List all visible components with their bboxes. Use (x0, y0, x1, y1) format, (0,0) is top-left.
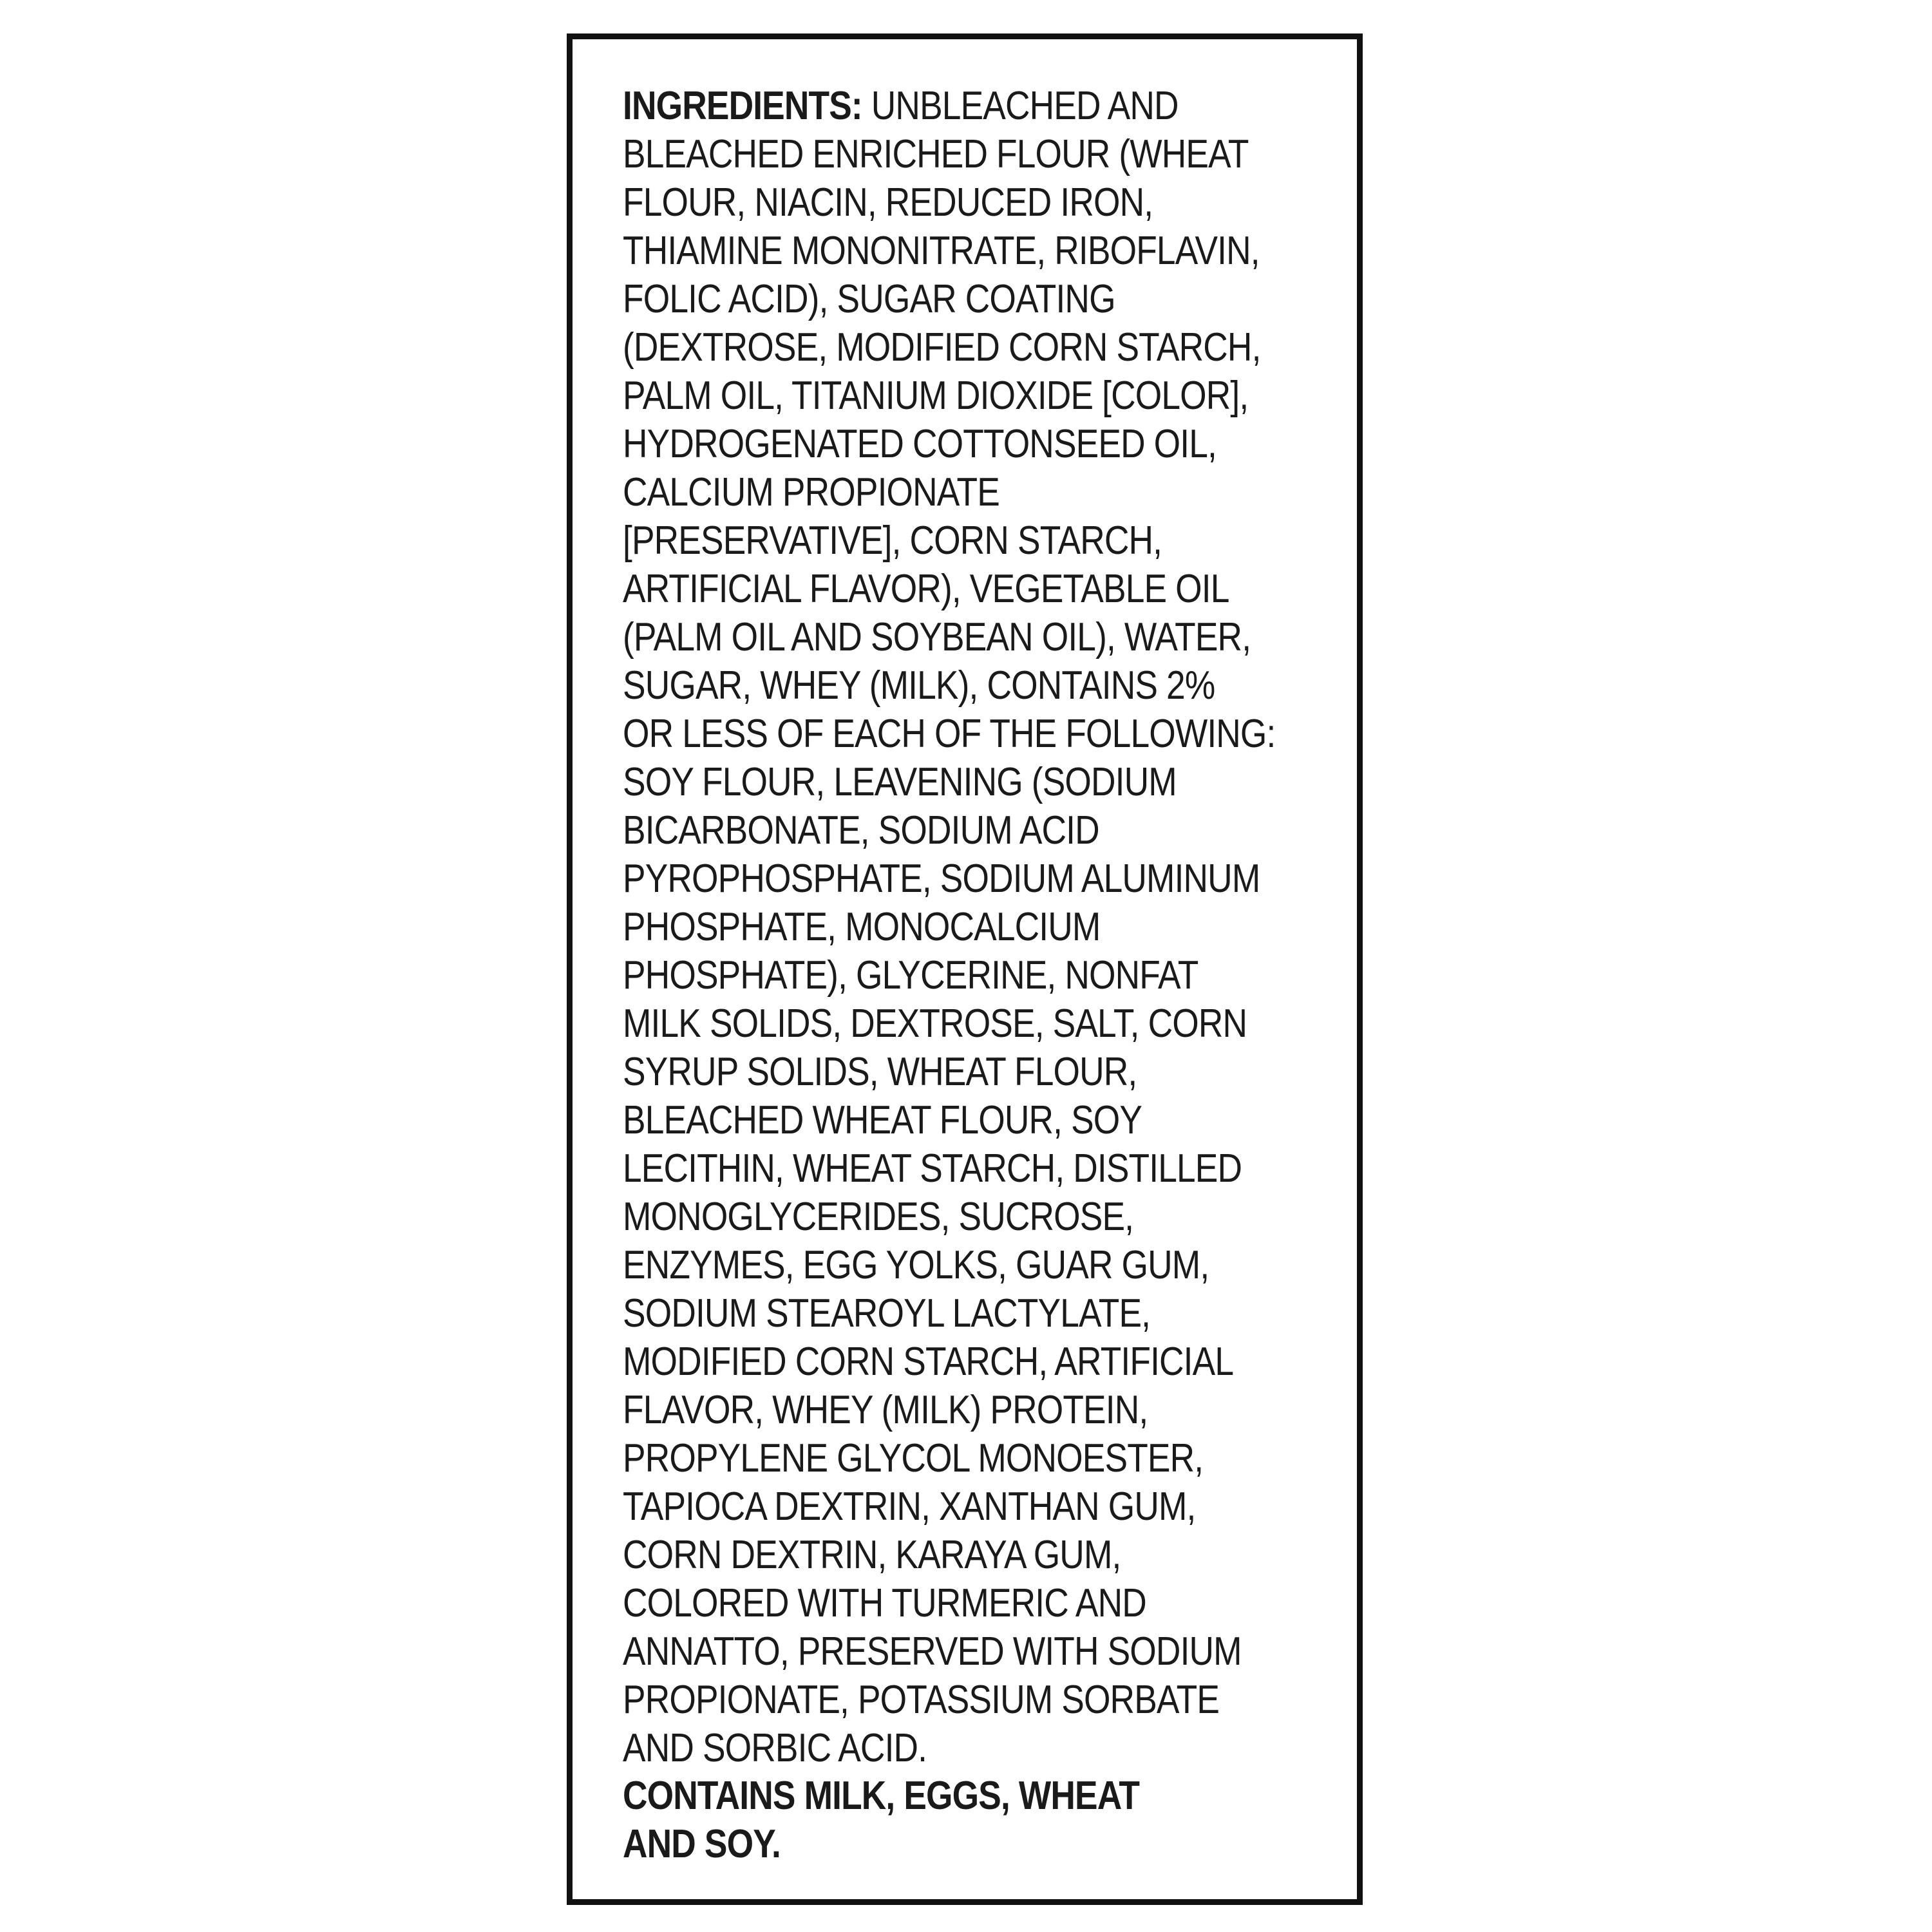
ingredients-line: SODIUM STEAROYL LACTYLATE, (623, 1291, 1151, 1336)
ingredients-line: COLORED WITH TURMERIC AND (623, 1581, 1146, 1625)
allergen-statement (623, 1772, 1343, 1868)
ingredients-line: AND SORBIC ACID. (623, 1726, 927, 1770)
ingredients-line: ARTIFICIAL FLAVOR), VEGETABLE OIL (623, 567, 1229, 611)
ingredients-line: OR LESS OF EACH OF THE FOLLOWING: (623, 712, 1276, 756)
ingredients-line: FLOUR, NIACIN, REDUCED IRON, (623, 180, 1153, 225)
ingredients-line: MONOGLYCERIDES, SUCROSE, (623, 1195, 1134, 1239)
ingredients-line: THIAMINE MONONITRATE, RIBOFLAVIN, (623, 229, 1260, 273)
ingredients-line: PHOSPHATE), GLYCERINE, NONFAT (623, 953, 1198, 998)
ingredients-line: CALCIUM PROPIONATE (623, 470, 999, 515)
ingredients-line: ANNATTO, PRESERVED WITH SODIUM (623, 1629, 1242, 1674)
ingredients-line: [PRESERVATIVE], CORN STARCH, (623, 518, 1162, 563)
ingredients-line: MILK SOLIDS, DEXTROSE, SALT, CORN (623, 1001, 1247, 1046)
ingredients-heading: INGREDIENTS: (623, 84, 862, 128)
ingredients-line: BICARBONATE, SODIUM ACID (623, 808, 1099, 853)
ingredients-text (623, 82, 1343, 1772)
ingredients-line: PROPIONATE, POTASSIUM SORBATE (623, 1678, 1220, 1722)
ingredients-line: TAPIOCA DEXTRIN, XANTHAN GUM, (623, 1484, 1196, 1529)
ingredients-line: (PALM OIL AND SOYBEAN OIL), WATER, (623, 615, 1251, 659)
ingredients-line: FLAVOR, WHEY (MILK) PROTEIN, (623, 1388, 1148, 1432)
ingredients-line: SYRUP SOLIDS, WHEAT FLOUR, (623, 1050, 1137, 1094)
ingredients-line: PALM OIL, TITANIUM DIOXIDE [COLOR], (623, 374, 1249, 418)
ingredients-line: LECITHIN, WHEAT STARCH, DISTILLED (623, 1146, 1242, 1191)
ingredients-line: HYDROGENATED COTTONSEED OIL, (623, 422, 1217, 466)
ingredients-line: PYROPHOSPHATE, SODIUM ALUMINUM (623, 857, 1260, 901)
ingredients-line: SUGAR, WHEY (MILK), CONTAINS 2% (623, 663, 1215, 708)
ingredients-line: FOLIC ACID), SUGAR COATING (623, 277, 1115, 321)
ingredients-line: ENZYMES, EGG YOLKS, GUAR GUM, (623, 1243, 1209, 1287)
ingredients-label-panel (567, 33, 1363, 1905)
ingredients-line: CORN DEXTRIN, KARAYA GUM, (623, 1533, 1121, 1577)
ingredients-line: MODIFIED CORN STARCH, ARTIFICIAL (623, 1340, 1234, 1384)
ingredients-line: PHOSPHATE, MONOCALCIUM (623, 905, 1101, 949)
ingredients-line: BLEACHED ENRICHED FLOUR (WHEAT (623, 132, 1249, 176)
allergen-line: CONTAINS MILK, EGGS, WHEAT (623, 1774, 1140, 1818)
ingredients-line: BLEACHED WHEAT FLOUR, SOY (623, 1098, 1142, 1142)
allergen-line: AND SOY. (623, 1822, 781, 1866)
ingredients-line-1 (623, 82, 1343, 130)
ingredients-line: SOY FLOUR, LEAVENING (SODIUM (623, 760, 1177, 804)
ingredients-line: (DEXTROSE, MODIFIED CORN STARCH, (623, 325, 1261, 370)
ingredients-line-1-text: UNBLEACHED AND (862, 84, 1179, 128)
ingredients-line: PROPYLENE GLYCOL MONOESTER, (623, 1436, 1204, 1481)
